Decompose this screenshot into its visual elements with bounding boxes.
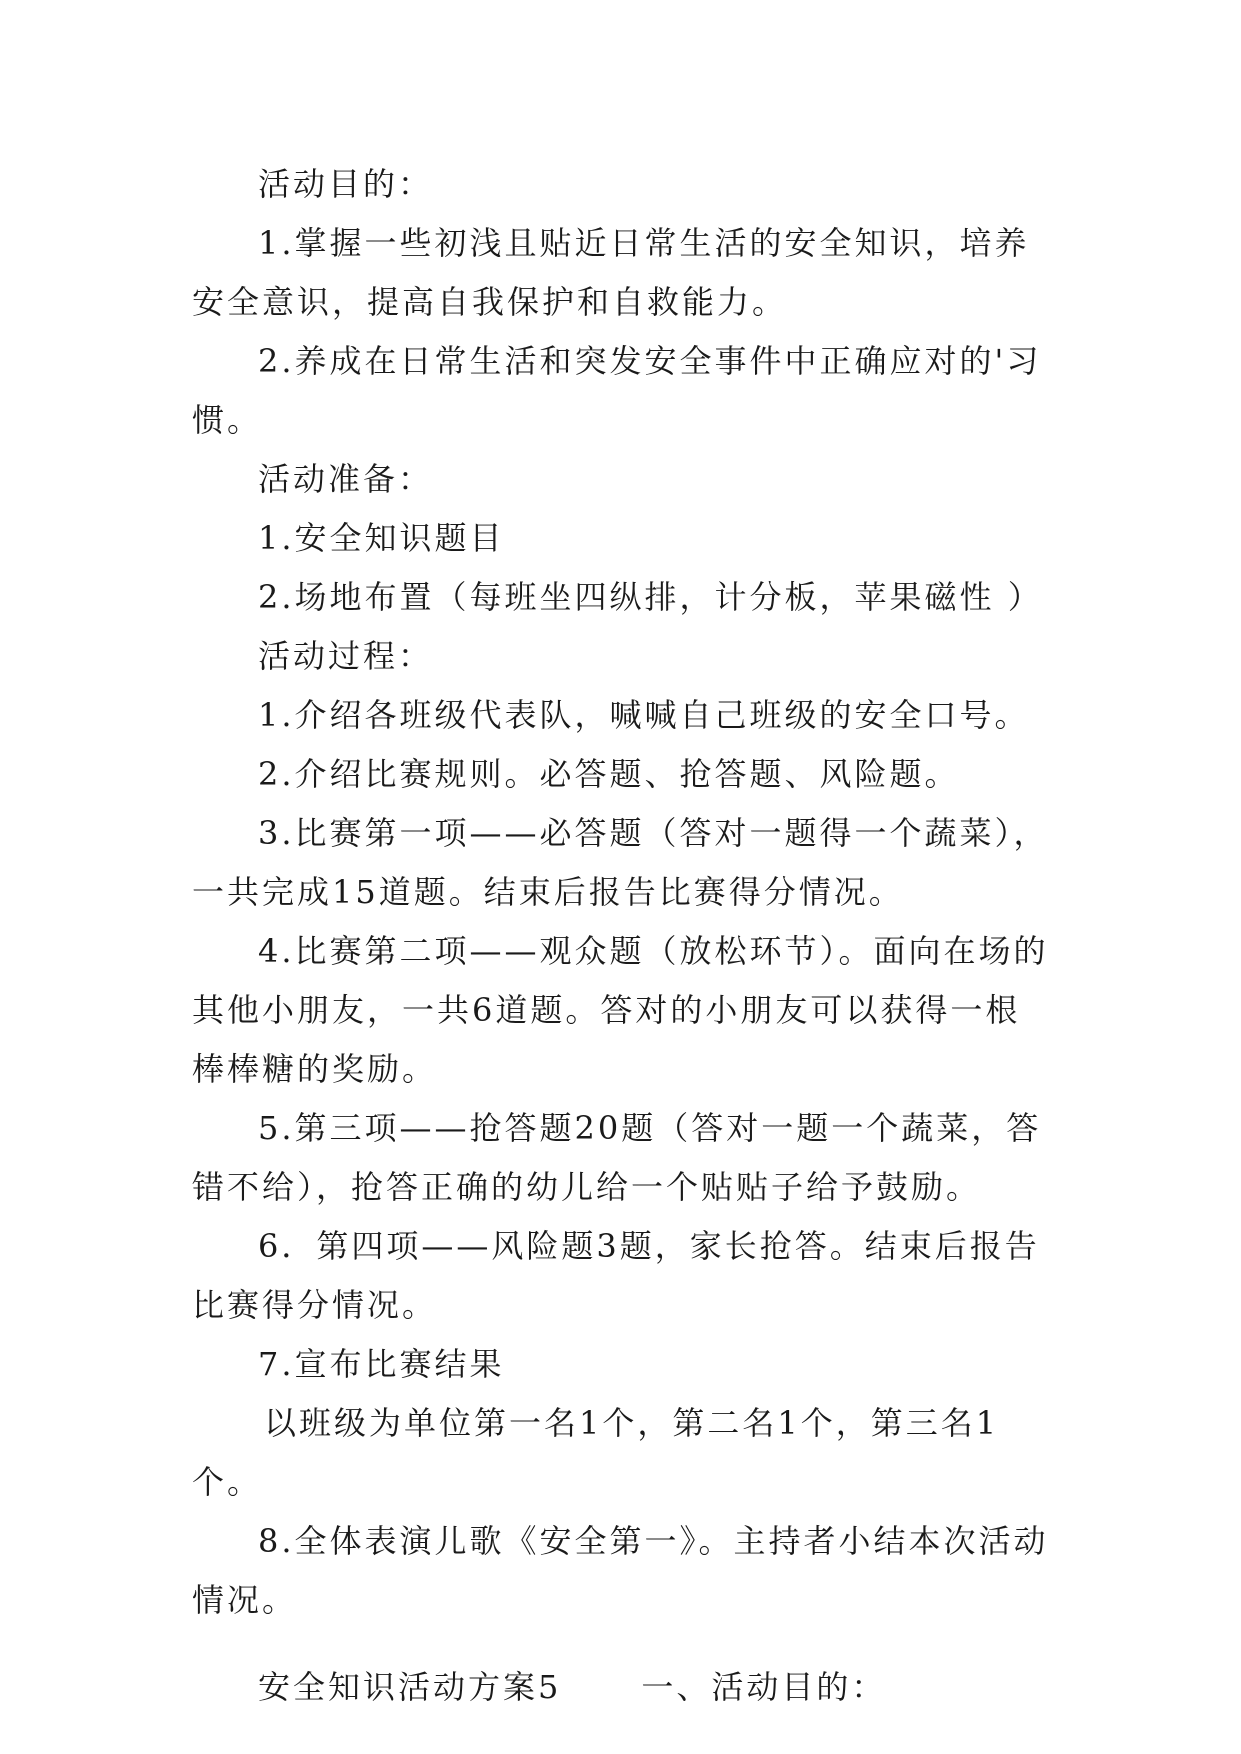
process-item-1: 1.介绍各班级代表队，喊喊自己班级的安全口号。 bbox=[258, 696, 1030, 734]
process-item-2: 2.介绍比赛规则。必答题、抢答题、风险题。 bbox=[258, 755, 960, 793]
process-item-5: 5.第三项——抢答题20题（答对一题一个蔬菜，答错不给），抢答正确的幼儿给一个贴贴子给予鼓励。 bbox=[192, 1109, 1042, 1206]
heading-activity-preparation: 活动准备： bbox=[258, 460, 434, 498]
heading-activity-process: 活动过程： bbox=[258, 637, 434, 675]
heading-activity-goal: 活动目的： bbox=[258, 165, 434, 203]
result-ranking-line: 以班级为单位第一名1个，第二名1个，第三名1个。 bbox=[192, 1404, 1000, 1501]
next-section-line bbox=[192, 1658, 1052, 1717]
process-item-4: 4.比赛第二项——观众题（放松环节）。面向在场的其他小朋友，一共6道题。答对的小朋友可以获得一根棒棒糖的奖励。 bbox=[192, 932, 1049, 1088]
process-item-6: 6．第四项——风险题3题，家长抢答。结束后报告比赛得分情况。 bbox=[192, 1227, 1040, 1324]
preparation-item-1: 1.安全知识题目 bbox=[258, 519, 505, 557]
goal-item-2: 2.养成在日常生活和突发安全事件中正确应对的'习惯。 bbox=[192, 342, 1042, 439]
process-item-8: 8.全体表演儿歌《安全第一》。主持者小结本次活动情况。 bbox=[192, 1522, 1049, 1619]
next-plan-first-heading: 一、活动目的： bbox=[641, 1668, 887, 1706]
document-body bbox=[192, 155, 1052, 1717]
preparation-item-2: 2.场地布置（每班坐四纵排，计分板，苹果磁性 ） bbox=[258, 578, 1043, 616]
goal-item-1: 1.掌握一些初浅且贴近日常生活的安全知识，培养安全意识，提高自我保护和自救能力。 bbox=[192, 224, 1030, 321]
next-plan-title: 安全知识活动方案5 bbox=[258, 1668, 562, 1706]
process-item-3: 3.比赛第一项——必答题（答对一题得一个蔬菜），一共完成15道题。结束后报告比赛得分情况。 bbox=[192, 814, 1049, 911]
process-item-7: 7.宣布比赛结果 bbox=[258, 1345, 505, 1383]
